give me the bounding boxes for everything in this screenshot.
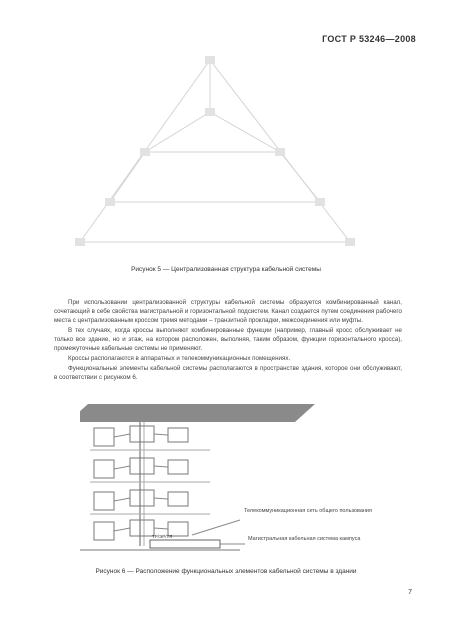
paragraph: При использовании централизованной структуры кабельной системы образуется комбинированный канал, сочетающий в себе свойства магистральной и горизонтальной подсистем. Канал создается путем соединения рабочего места с централизованным кроссом тремя методами – транзитной прокладки, межсоединения или муфты. [54,299,402,324]
telecom-link [192,520,240,535]
telecom-network-label: Телекоммуникационная сеть общего пользования [244,508,372,514]
floor-1 [90,426,210,450]
diagram-node [205,108,215,116]
floor-2 [90,458,210,482]
diagram-node [275,148,285,156]
figure-6-diagram [80,394,380,559]
diagram-node [315,198,325,206]
work-area-box [94,428,114,446]
paragraph: Функциональные элементы кабельной системы располагаются в пространстве здания, которое они обслуживают, в соответствии с рисунком 6. [54,365,402,381]
standard-code: ГОСТ Р 53246—2008 [322,34,416,44]
figure-5-diagram [50,52,380,257]
link-line [154,528,168,529]
floor-cross-box [130,426,154,442]
outlet-box [168,428,188,442]
diagram-edge [280,152,320,202]
diagram-edge [210,112,280,152]
entrance-box [150,540,220,548]
link-line [114,528,130,531]
diagram-edge [110,152,145,202]
link-line [154,434,168,435]
floor-cross-box [130,490,154,506]
work-area-box [94,460,114,478]
link-line [154,498,168,499]
diagram-edge [145,112,210,152]
link-line [114,434,130,437]
diagram-node [205,56,215,64]
work-area-box [94,522,114,540]
figure-5-caption: Рисунок 5 — Централизованная структура кабельной системы [131,266,321,273]
diagram-node [140,148,150,156]
outlet-box [168,460,188,474]
figure-6-caption: Рисунок 6 — Расположение функциональных элементов кабельной системы в здании [95,568,357,575]
diagram-node [105,198,115,206]
building-roof [80,404,315,422]
floor-cross-box [130,458,154,474]
page-number: 7 [408,589,412,596]
link-line [154,466,168,467]
floor-3 [90,490,210,514]
paragraph: В тех случаях, когда кроссы выполняют комбинированные функции (например, главный кросс обслуживает не только все здание, но и этаж, на котором расположен, выполняя, таким образом, функции горизонтального кросса), промежуточные кабельные системы не применяют. [54,327,402,352]
diagram-node [75,238,85,246]
campus-cross-box [130,520,154,536]
campus-backbone-label: Магистральная кабельная система кампуса [248,536,361,542]
paragraph: Кроссы располагаются в аппаратных и телекоммуникационных помещениях. [68,355,291,362]
tp-label: ТР/ЭР/ТЯ [152,534,173,539]
diagram-node [345,238,355,246]
work-area-box [94,492,114,510]
outlet-box [168,492,188,506]
link-line [114,466,130,469]
link-line [114,498,130,501]
body-text [54,298,402,383]
